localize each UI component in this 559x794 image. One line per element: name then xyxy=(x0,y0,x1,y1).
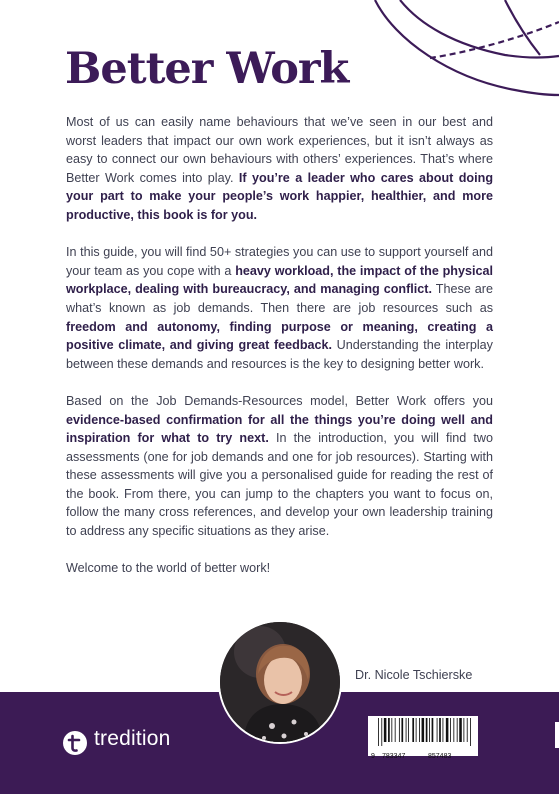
barcode-bar xyxy=(453,718,454,742)
barcode-bar xyxy=(432,718,434,742)
author-name: Dr. Nicole Tschierske xyxy=(355,668,473,682)
blurb-paragraph xyxy=(66,392,493,541)
barcode-bar xyxy=(437,718,438,742)
barcode-digits-left: 783347 xyxy=(382,753,406,760)
barcode-bar xyxy=(463,718,464,742)
barcode-digits-right: 857483 xyxy=(428,753,452,760)
barcode-bar xyxy=(439,718,441,742)
emphasis-run: If you’re a leader who cares about doing your part to make your people’s work happier, healthier, and more productive, this book is for you. xyxy=(66,170,494,222)
isbn-barcode xyxy=(368,716,478,760)
blurb-paragraph xyxy=(66,243,493,373)
barcode-bar xyxy=(419,718,420,742)
text-run: These are what’s known as job demands. Then there are job resources such as xyxy=(66,282,494,315)
barcode-bar xyxy=(391,718,392,742)
text-run: Most of us can easily name behaviours that we’ve seen in our best and worst leaders that impact our own work experiences, but it isn’t always as easy to connect our own behaviours with others’ experiences. That’s where Better Work comes into play. xyxy=(66,115,493,185)
barcode-bar xyxy=(470,718,471,746)
barcode-lead-digit: 9 xyxy=(371,753,375,760)
barcode-bar xyxy=(422,718,425,742)
tredition-logo-icon xyxy=(63,731,87,755)
emphasis-run: evidence-based confirmation for all the things you’re doing well and inspiration for what to try next. xyxy=(66,412,493,446)
blurb-paragraph xyxy=(66,559,493,578)
barcode-bar xyxy=(406,718,407,742)
text-run: Understanding the interplay between these demands and resources is the key to designing better work. xyxy=(66,338,493,371)
emphasis-run: freedom and autonomy, finding purpose or meaning, creating a positive climate, and giving great feedback. xyxy=(66,319,493,353)
barcode-bar xyxy=(467,718,468,742)
barcode-bar xyxy=(459,718,462,742)
barcode-bar xyxy=(457,718,458,742)
barcode-bar xyxy=(443,718,444,742)
blurb-text xyxy=(66,113,493,596)
barcode-bar xyxy=(399,718,400,742)
barcode-bar xyxy=(416,718,417,742)
barcode-bar xyxy=(388,718,390,742)
edge-strip xyxy=(555,722,559,748)
emphasis-run: heavy workload, the impact of the physical workplace, dealing with bureaucracy, and managing conflict. xyxy=(66,263,493,297)
book-title: Better Work xyxy=(65,44,349,94)
text-run: In the introduction, you will find two assessments (one for job demands and one for job resources). Starting with these assessments will give you a personalised guide for reading the rest of the book. From there, you can jump to the chapters you want to focus on, follow the many cross references, and develop your own leadership training to address any specific situations as they arise. xyxy=(66,431,494,539)
barcode-bar xyxy=(426,718,428,742)
barcode-bar xyxy=(429,718,430,742)
barcode-bar xyxy=(395,718,396,742)
publisher-name: tredition xyxy=(94,727,171,750)
barcode-bar xyxy=(446,718,449,742)
barcode-bar xyxy=(384,718,387,742)
barcode-bar xyxy=(401,718,403,742)
barcode-bar xyxy=(408,718,409,742)
barcode-bar xyxy=(381,718,382,746)
barcode-bar xyxy=(412,718,414,742)
blurb-paragraph xyxy=(66,113,493,225)
author-photo xyxy=(218,620,342,744)
text-run: Based on the Job Demands-Resources model, Better Work offers you xyxy=(66,393,493,408)
barcode-bar xyxy=(378,718,379,746)
text-run: Welcome to the world of better work! xyxy=(66,561,271,576)
text-run: In this guide, you will find 50+ strategies you can use to support yourself and your team as you cope with a xyxy=(66,245,493,278)
barcode-bar xyxy=(450,718,451,742)
